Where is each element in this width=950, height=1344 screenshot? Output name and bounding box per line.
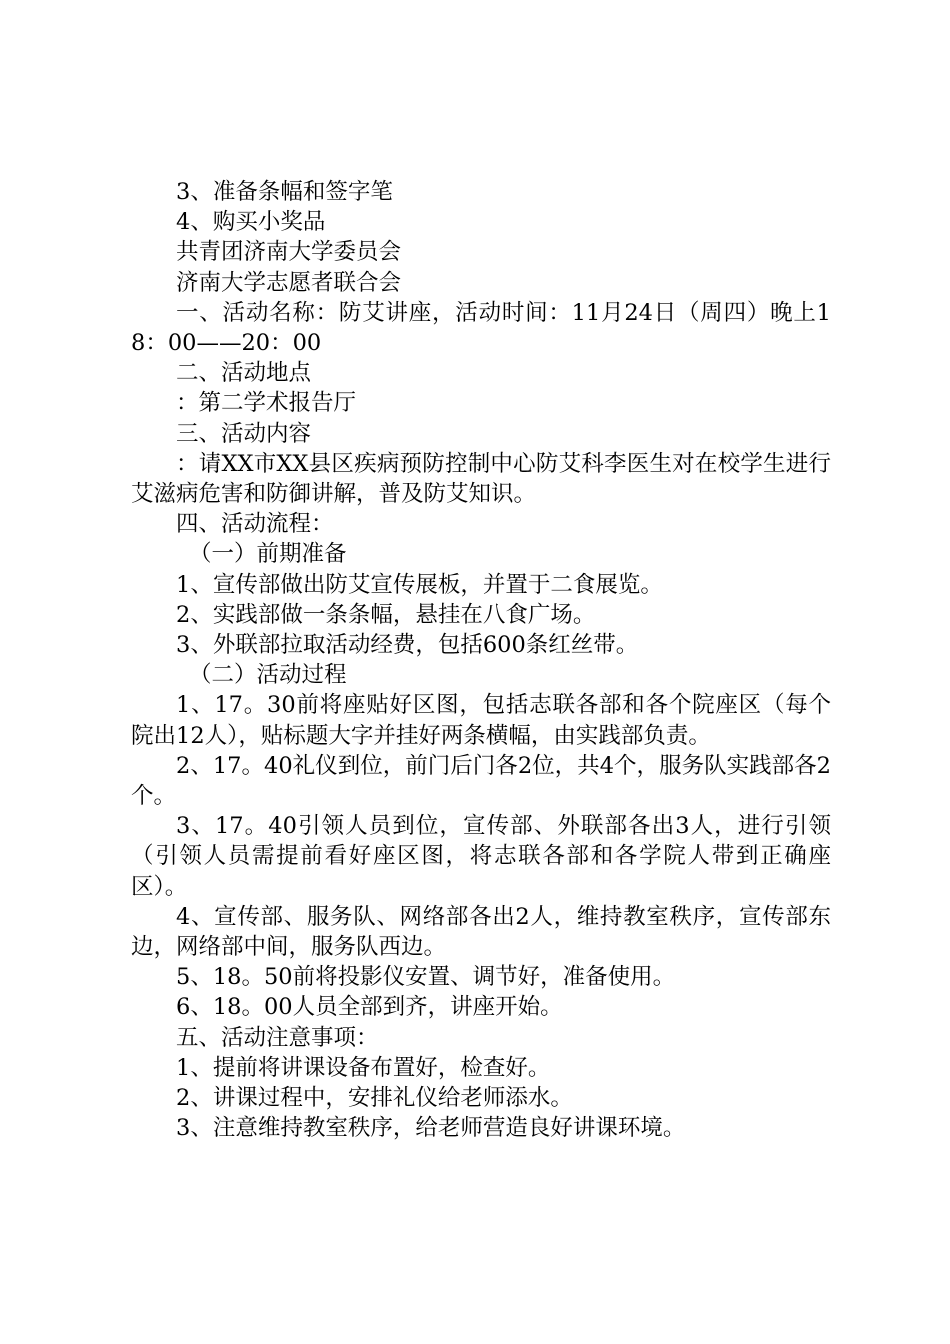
paragraph-activity-name-time: 一、活动名称：防艾讲座，活动时间：11月24日（周四）晚上18：00——20：00 xyxy=(131,299,831,357)
list-item-note-1: 1、提前将讲课设备布置好，检查好。 xyxy=(176,1054,551,1081)
section-heading-notes: 五、活动注意事项： xyxy=(176,1024,379,1051)
section-heading-content: 三、活动内容 xyxy=(176,420,312,447)
list-item-procedure-1: 1、17。30前将座贴好区图，包括志联各部和各个院座区（每个院出12人），贴标题大字并挂好两条横幅，由实践部负责。 xyxy=(131,692,831,749)
list-item-procedure-4: 4、宣传部、服务队、网络部各出2人，维持教室秩序，宣传部东边，网络部中间，服务队西边。 xyxy=(131,903,831,961)
list-item-procedure-6: 6、18。00人员全部到齐，讲座开始。 xyxy=(176,994,563,1021)
list-item-procedure-5: 5、18。50前将投影仪安置、调节好，准备使用。 xyxy=(176,964,676,991)
paragraph-location: ：第二学术报告厅 xyxy=(176,390,357,417)
subsection-heading-procedure: （二）活动过程 xyxy=(189,662,347,689)
paragraph-org-volunteer-union: 济南大学志愿者联合会 xyxy=(176,269,402,296)
list-item-prep-3: 3、外联部拉取活动经费，包括600条红丝带。 xyxy=(176,632,639,659)
section-heading-process: 四、活动流程： xyxy=(176,511,334,538)
list-item-prep-1: 1、宣传部做出防艾宣传展板，并置于二食展览。 xyxy=(176,571,663,598)
list-item-note-3: 3、注意维持教室秩序，给老师营造良好讲课环境。 xyxy=(176,1115,686,1142)
subsection-heading-preparation: （一）前期准备 xyxy=(189,541,347,568)
list-item-procedure-2: 2、17。40礼仪到位，前门后门各2位，共4个，服务队实践部各2个。 xyxy=(131,752,831,810)
document-body xyxy=(131,177,831,1144)
paragraph-content: ：请XX市XX县区疾病预防控制中心防艾科李医生对在校学生进行艾滋病危害和防御讲解，普及防艾知识。 xyxy=(131,450,831,508)
paragraph-org-youth-league: 共青团济南大学委员会 xyxy=(176,239,402,266)
paragraph-prep-banner-pens: 3、准备条幅和签字笔 xyxy=(176,179,393,205)
paragraph-prep-prizes: 4、购买小奖品 xyxy=(176,209,326,236)
list-item-procedure-3: 3、17。40引领人员到位，宣传部、外联部各出3人，进行引领（引领人员需提前看好座区图，将志联各部和各学院人带到正确座区）。 xyxy=(131,813,831,900)
list-item-note-2: 2、讲课过程中，安排礼仪给老师添水。 xyxy=(176,1085,573,1112)
section-heading-location: 二、活动地点 xyxy=(176,360,312,387)
list-item-prep-2: 2、实践部做一条条幅，悬挂在八食广场。 xyxy=(176,601,596,628)
